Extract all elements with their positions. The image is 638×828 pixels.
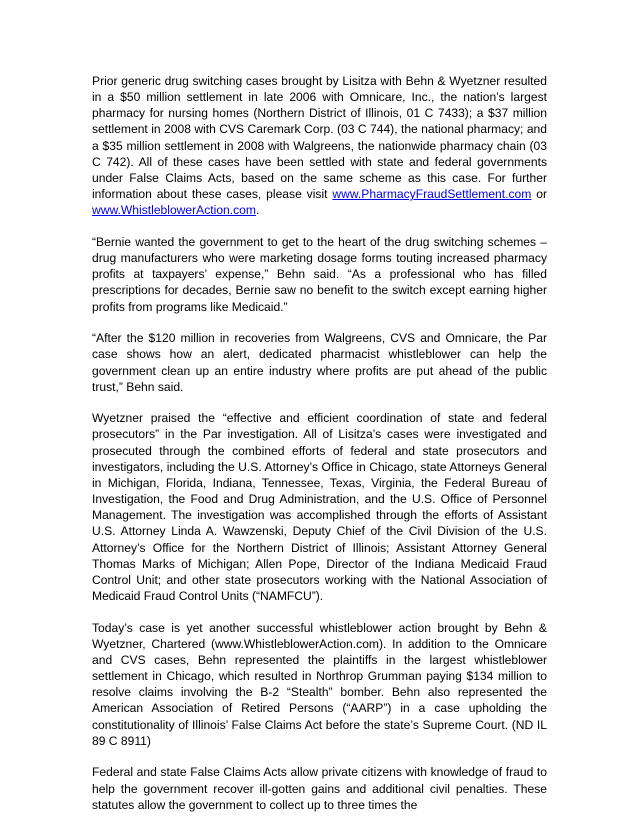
link-connector-text: or xyxy=(531,187,547,202)
paragraph-bernie-quote: “Bernie wanted the government to get to the heart of the drug switching schemes – drug manufacturers who were marketing dosage forms touting increased pharmacy profits at taxpayers’ expense,” Behn said. “As a professional who has filled prescriptions for decades, Bernie saw no benefit to the switch except earning higher profits from programs like Medicaid.” xyxy=(92,234,547,314)
whistleblower-action-link[interactable]: www.WhistleblowerAction.com xyxy=(92,203,256,218)
document-page xyxy=(92,73,547,828)
pharmacy-fraud-settlement-link[interactable]: www.PharmacyFraudSettlement.com xyxy=(332,187,532,202)
paragraph-false-claims-acts: Federal and state False Claims Acts allow private citizens with knowledge of fraud to help the government recover ill-gotten gains and additional civil penalties. These statutes allow the government to collect up to three times the xyxy=(92,765,547,812)
paragraph-wyetzner-praise: Wyetzner praised the “effective and efficient coordination of state and federal prosecutors” in the Par investigation. All of Lisitza’s cases were investigated and prosecuted through the combined efforts of federal and state prosecutors and investigators, including the U.S. Attorney’s Office in Chicago, state Attorneys General in Michigan, Florida, Indiana, Tennessee, Texas, Virginia, the Federal Bureau of Investigation, the Food and Drug Administration, and the U.S. Office of Personnel Management. The investigation was accomplished through the efforts of Assistant U.S. Attorney Linda A. Wawzenski, Deputy Chief of the Civil Division of the U.S. Attorney’s Office for the Northern District of Illinois; Assistant Attorney General Thomas Marks of Michigan; Allen Pope, Director of the Indiana Medicaid Fraud Control Unit; and other state prosecutors working with the National Association of Medicaid Fraud Control Units (“NAMFCU”). xyxy=(92,411,547,604)
paragraph-prior-cases-text: Prior generic drug switching cases brought by Lisitza with Behn & Wyetzner resulted in a $50 million settlement in late 2006 with Omnicare, Inc., the nation’s largest pharmacy for nursing homes (Northern District of Illinois, 01 C 7433); a $37 million settlement in 2008 with CVS Caremark Corp. (03 C 744), the national pharmacy; and a $35 million settlement in 2008 with Walgreens, the nationwide pharmacy chain (03 C 742). All of these cases have been settled with state and federal governments under False Claims Acts, based on the same scheme as this case. For further information about these cases, please visit xyxy=(92,74,547,202)
paragraph-end-period: . xyxy=(256,203,260,218)
paragraph-todays-case: Today’s case is yet another successful whistleblower action brought by Behn & Wyetzner, Chartered (www.WhistleblowerAction.com). In addition to the Omnicare and CVS cases, Behn represented the plaintiffs in the largest whistleblower settlement in Chicago, which resulted in Northrop Grumman paying $134 million to resolve claims involving the B-2 “Stealth” bomber. Behn also represented the American Association of Retired Persons (“AARP”) in a case upholding the constitutionality of Illinois’ False Claims Act before the state’s Supreme Court. (ND IL 89 C 8911) xyxy=(92,620,547,748)
paragraph-recoveries-quote: “After the $120 million in recoveries from Walgreens, CVS and Omnicare, the Par case shows how an alert, dedicated pharmacist whistleblower can help the government clean up an entire industry where profits are put ahead of the public trust,” Behn said. xyxy=(92,331,547,394)
paragraph-prior-cases xyxy=(92,73,547,218)
